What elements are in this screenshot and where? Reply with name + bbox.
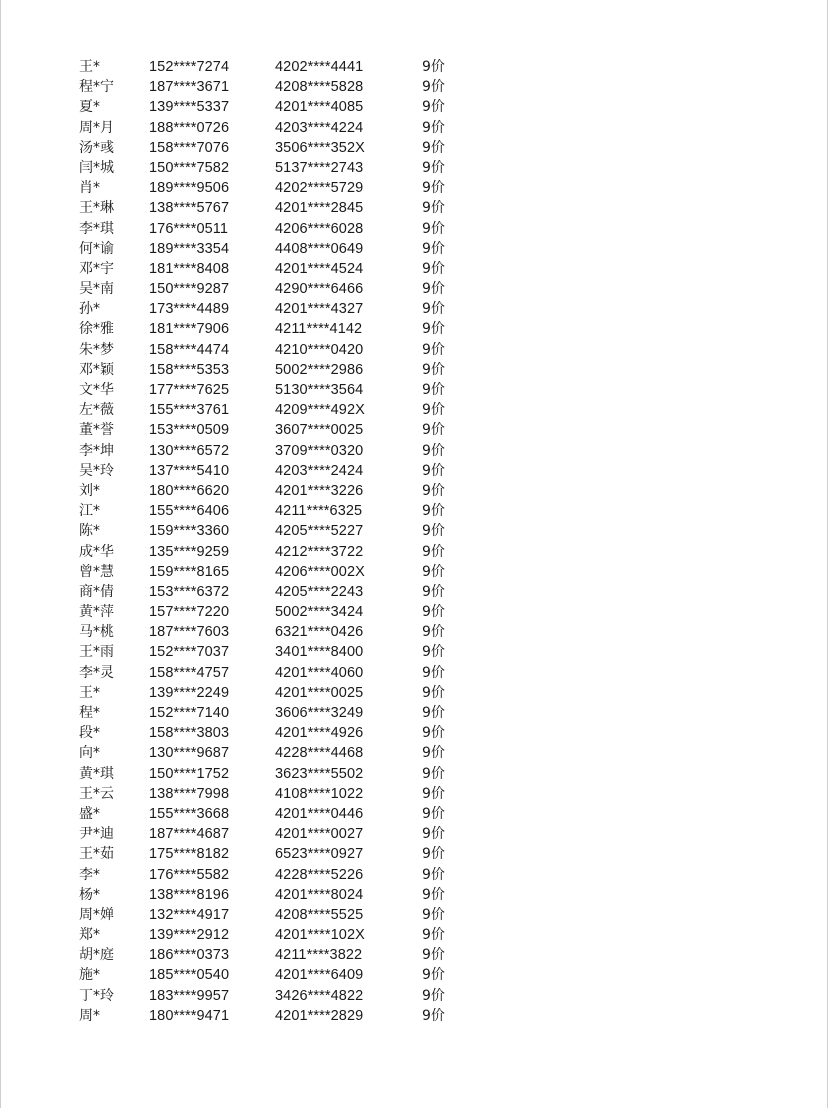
phone-cell: 176****5582: [149, 866, 230, 883]
phone-cell: 158****7076: [149, 139, 230, 156]
name-cell: 周*婵: [79, 906, 114, 923]
phone-cell: 150****7582: [149, 159, 230, 176]
vaccine-type-cell: 9价: [422, 180, 445, 197]
phone-cell: 173****4489: [149, 301, 230, 318]
id-number-cell: 5130****3564: [275, 382, 364, 398]
vaccine-type-cell: 9价: [422, 846, 445, 863]
name-cell: 段*: [79, 725, 100, 742]
name-cell: 程*: [79, 705, 100, 721]
name-cell: 刘*: [79, 482, 100, 499]
id-number-cell: 4208****5525: [275, 906, 364, 923]
list-item: [79, 299, 479, 319]
phone-cell: 139****2912: [149, 927, 230, 944]
id-number-cell: 4408****0649: [275, 240, 364, 257]
id-number-cell: 4211****6325: [275, 503, 363, 520]
list-item: [79, 764, 479, 784]
list-item: [79, 441, 479, 461]
id-number-cell: 4203****4224: [275, 119, 364, 136]
name-cell: 李*琪: [79, 220, 114, 237]
id-number-cell: 4201****6409: [275, 967, 364, 984]
list-item: [79, 703, 479, 723]
list-item: [79, 683, 479, 703]
phone-cell: 139****5337: [149, 99, 230, 116]
vaccine-type-cell: 9价: [422, 684, 445, 701]
name-cell: 王*云: [79, 785, 114, 802]
id-number-cell: 4210****0420: [275, 341, 364, 358]
name-cell: 施*: [79, 967, 100, 984]
list-item: [79, 138, 479, 158]
list-item: [79, 905, 479, 925]
id-number-cell: 5002****2986: [275, 361, 364, 378]
vaccine-type-cell: 9价: [422, 240, 445, 257]
phone-cell: 155****3761: [149, 402, 230, 419]
name-cell: 左*薇: [79, 402, 114, 419]
name-cell: 王*: [79, 59, 100, 75]
name-cell: 丁*玲: [79, 987, 114, 1004]
id-number-cell: 6321****0426: [275, 624, 364, 641]
name-cell: 周*月: [79, 119, 114, 136]
id-number-cell: 3506****352X: [275, 139, 365, 156]
id-number-cell: 3607****0025: [275, 422, 364, 439]
vaccine-type-cell: 9价: [422, 341, 445, 358]
name-cell: 吴*南: [79, 281, 114, 298]
phone-cell: 159****3360: [149, 523, 230, 540]
name-cell: 向*: [79, 745, 100, 762]
list-item: [79, 521, 479, 541]
name-cell: 文*华: [79, 382, 114, 398]
phone-cell: 189****9506: [149, 180, 230, 197]
id-number-cell: 4211****3822: [275, 947, 363, 964]
name-cell: 汤*彧: [79, 139, 114, 156]
id-number-cell: 4201****4060: [275, 664, 364, 681]
phone-cell: 138****5767: [149, 200, 230, 217]
name-cell: 黄*琪: [79, 765, 114, 782]
list-item: [79, 602, 479, 622]
name-cell: 朱*梦: [79, 341, 114, 358]
list-item: [79, 743, 479, 763]
vaccine-type-cell: 9价: [422, 119, 445, 136]
phone-cell: 138****8196: [149, 886, 230, 903]
name-cell: 成*华: [79, 543, 114, 560]
name-cell: 商*倩: [79, 583, 114, 600]
vaccine-type-cell: 9价: [422, 79, 445, 96]
name-cell: 马*桃: [79, 624, 114, 641]
id-number-cell: 3401****8400: [275, 644, 364, 661]
id-number-cell: 4209****492X: [275, 402, 365, 419]
phone-cell: 138****7998: [149, 785, 230, 802]
id-number-cell: 4201****0027: [275, 826, 364, 843]
id-number-cell: 4201****2845: [275, 200, 364, 217]
id-number-cell: 4212****3722: [275, 543, 364, 560]
phone-cell: 152****7140: [149, 705, 230, 721]
list-item: [79, 965, 479, 985]
list-item: [79, 804, 479, 824]
vaccine-type-cell: 9价: [422, 159, 445, 176]
phone-cell: 155****6406: [149, 503, 230, 520]
vaccine-type-cell: 9价: [422, 503, 445, 520]
vaccine-type-cell: 9价: [422, 745, 445, 762]
id-number-cell: 4201****4085: [275, 99, 364, 116]
list-item: [79, 663, 479, 683]
phone-cell: 175****8182: [149, 846, 230, 863]
phone-cell: 153****0509: [149, 422, 230, 439]
name-cell: 程*宁: [79, 79, 114, 96]
list-item: [79, 642, 479, 662]
name-cell: 周*: [79, 1007, 100, 1024]
name-cell: 杨*: [79, 886, 100, 903]
vaccine-type-cell: 9价: [422, 604, 445, 621]
name-cell: 陈*: [79, 523, 100, 540]
phone-cell: 181****8408: [149, 260, 230, 277]
vaccine-type-cell: 9价: [422, 99, 445, 116]
name-cell: 黄*萍: [79, 604, 114, 621]
phone-cell: 180****6620: [149, 482, 230, 499]
id-number-cell: 4228****5226: [275, 866, 364, 883]
name-cell: 吴*玲: [79, 462, 114, 479]
list-item: [79, 986, 479, 1006]
phone-cell: 187****4687: [149, 826, 230, 843]
id-number-cell: 4201****4926: [275, 725, 364, 742]
id-number-cell: 4205****5227: [275, 523, 364, 540]
id-number-cell: 4201****3226: [275, 482, 364, 499]
phone-cell: 181****7906: [149, 321, 230, 338]
name-cell: 李*灵: [79, 664, 114, 681]
vaccine-type-cell: 9价: [422, 1007, 445, 1024]
list-item: [79, 198, 479, 218]
list-item: [79, 824, 479, 844]
vaccine-type-cell: 9价: [422, 927, 445, 944]
id-number-cell: 4202****4441: [275, 59, 364, 75]
id-number-cell: 5002****3424: [275, 604, 364, 621]
id-number-cell: 4205****2243: [275, 583, 364, 600]
vaccine-type-cell: 9价: [422, 947, 445, 964]
list-item: [79, 865, 479, 885]
list-item: [79, 542, 479, 562]
id-number-cell: 4202****5729: [275, 180, 364, 197]
id-number-cell: 4201****4524: [275, 260, 364, 277]
vaccine-type-cell: 9价: [422, 402, 445, 419]
vaccine-type-cell: 9价: [422, 725, 445, 742]
phone-cell: 189****3354: [149, 240, 230, 257]
phone-cell: 150****1752: [149, 765, 230, 782]
list-item: [79, 219, 479, 239]
name-cell: 王*琳: [79, 200, 114, 217]
phone-cell: 187****3671: [149, 79, 230, 96]
vaccine-type-cell: 9价: [422, 139, 445, 156]
list-item: [79, 501, 479, 521]
list-item: [79, 279, 479, 299]
list-item: [79, 259, 479, 279]
vaccine-type-cell: 9价: [422, 826, 445, 843]
phone-cell: 155****3668: [149, 805, 230, 822]
list-item: [79, 925, 479, 945]
name-cell: 李*: [79, 866, 100, 883]
vaccine-type-cell: 9价: [422, 382, 445, 398]
phone-cell: 183****9957: [149, 987, 230, 1004]
vaccine-type-cell: 9价: [422, 301, 445, 318]
phone-cell: 157****7220: [149, 604, 230, 621]
name-cell: 尹*迪: [79, 826, 114, 843]
list-item: [79, 885, 479, 905]
list-item: [79, 57, 479, 77]
name-cell: 王*茹: [79, 846, 114, 863]
id-number-cell: 3426****4822: [275, 987, 364, 1004]
vaccine-type-cell: 9价: [422, 866, 445, 883]
vaccine-type-cell: 9价: [422, 361, 445, 378]
name-cell: 盛*: [79, 805, 100, 822]
list-item: [79, 784, 479, 804]
vaccine-type-cell: 9价: [422, 523, 445, 540]
id-number-cell: 4203****2424: [275, 462, 364, 479]
name-cell: 郑*: [79, 927, 100, 944]
id-number-cell: 4208****5828: [275, 79, 364, 96]
phone-cell: 187****7603: [149, 624, 230, 641]
list-item: [79, 340, 479, 360]
phone-cell: 176****0511: [149, 220, 229, 237]
name-cell: 曾*慧: [79, 563, 114, 580]
vaccine-type-cell: 9价: [422, 59, 445, 75]
phone-cell: 177****7625: [149, 382, 230, 398]
name-cell: 胡*庭: [79, 947, 114, 964]
vaccine-type-cell: 9价: [422, 422, 445, 439]
vaccine-type-cell: 9价: [422, 624, 445, 641]
phone-cell: 130****9687: [149, 745, 230, 762]
vaccine-type-cell: 9价: [422, 987, 445, 1004]
phone-cell: 158****3803: [149, 725, 230, 742]
phone-cell: 158****4757: [149, 664, 230, 681]
vaccine-type-cell: 9价: [422, 664, 445, 681]
list-item: [79, 118, 479, 138]
id-number-cell: 4228****4468: [275, 745, 364, 762]
vaccine-type-cell: 9价: [422, 220, 445, 237]
vaccine-type-cell: 9价: [422, 765, 445, 782]
phone-cell: 186****0373: [149, 947, 230, 964]
name-cell: 李*坤: [79, 442, 114, 459]
id-number-cell: 3623****5502: [275, 765, 364, 782]
list-item: [79, 360, 479, 380]
list-item: [79, 178, 479, 198]
vaccine-type-cell: 9价: [422, 462, 445, 479]
id-number-cell: 4201****4327: [275, 301, 364, 318]
list-item: [79, 945, 479, 965]
list-item: [79, 461, 479, 481]
vaccine-type-cell: 9价: [422, 705, 445, 721]
name-cell: 王*雨: [79, 644, 114, 661]
name-cell: 邓*颖: [79, 361, 114, 378]
phone-cell: 180****9471: [149, 1007, 230, 1024]
phone-cell: 139****2249: [149, 684, 230, 701]
id-number-cell: 5137****2743: [275, 159, 364, 176]
phone-cell: 158****4474: [149, 341, 230, 358]
vaccine-type-cell: 9价: [422, 644, 445, 661]
vaccine-type-cell: 9价: [422, 563, 445, 580]
list-item: [79, 844, 479, 864]
id-number-cell: 4211****4142: [275, 321, 363, 338]
id-number-cell: 4201****8024: [275, 886, 364, 903]
name-cell: 江*: [79, 503, 100, 520]
id-number-cell: 6523****0927: [275, 846, 364, 863]
phone-cell: 159****8165: [149, 563, 230, 580]
vaccine-type-cell: 9价: [422, 442, 445, 459]
phone-cell: 137****5410: [149, 462, 230, 479]
vaccine-type-cell: 9价: [422, 967, 445, 984]
vaccine-type-cell: 9价: [422, 886, 445, 903]
phone-cell: 185****0540: [149, 967, 230, 984]
vaccine-type-cell: 9价: [422, 583, 445, 600]
phone-cell: 150****9287: [149, 281, 230, 298]
list-item: [79, 562, 479, 582]
list-item: [79, 319, 479, 339]
id-number-cell: 4290****6466: [275, 281, 364, 298]
phone-cell: 188****0726: [149, 119, 230, 136]
list-item: [79, 380, 479, 400]
id-number-cell: 3606****3249: [275, 705, 364, 721]
list-item: [79, 481, 479, 501]
list-item: [79, 1006, 479, 1026]
id-number-cell: 4108****1022: [275, 785, 364, 802]
list-item: [79, 97, 479, 117]
list-item: [79, 77, 479, 97]
name-cell: 孙*: [79, 301, 100, 318]
list-item: [79, 723, 479, 743]
phone-cell: 132****4917: [149, 906, 230, 923]
id-number-cell: 4201****0446: [275, 805, 364, 822]
phone-cell: 152****7037: [149, 644, 230, 661]
vaccine-type-cell: 9价: [422, 321, 445, 338]
list-item: [79, 239, 479, 259]
vaccine-type-cell: 9价: [422, 200, 445, 217]
id-number-cell: 3709****0320: [275, 442, 364, 459]
vaccine-type-cell: 9价: [422, 482, 445, 499]
name-cell: 夏*: [79, 99, 100, 116]
list-item: [79, 400, 479, 420]
phone-cell: 130****6572: [149, 442, 230, 459]
vaccine-type-cell: 9价: [422, 785, 445, 802]
phone-cell: 152****7274: [149, 59, 230, 75]
phone-cell: 158****5353: [149, 361, 230, 378]
list-item: [79, 622, 479, 642]
phone-cell: 135****9259: [149, 543, 230, 560]
record-list: [79, 57, 479, 1026]
name-cell: 徐*雅: [79, 321, 114, 338]
id-number-cell: 4206****6028: [275, 220, 364, 237]
name-cell: 肖*: [79, 180, 100, 197]
id-number-cell: 4206****002X: [275, 563, 365, 580]
name-cell: 闫*城: [79, 159, 114, 176]
id-number-cell: 4201****0025: [275, 684, 364, 701]
id-number-cell: 4201****2829: [275, 1007, 364, 1024]
name-cell: 何*谕: [79, 240, 114, 257]
vaccine-type-cell: 9价: [422, 805, 445, 822]
name-cell: 董*誉: [79, 422, 114, 439]
list-item: [79, 420, 479, 440]
vaccine-type-cell: 9价: [422, 281, 445, 298]
list-item: [79, 582, 479, 602]
vaccine-type-cell: 9价: [422, 260, 445, 277]
phone-cell: 153****6372: [149, 583, 230, 600]
list-item: [79, 158, 479, 178]
vaccine-type-cell: 9价: [422, 543, 445, 560]
id-number-cell: 4201****102X: [275, 927, 365, 944]
name-cell: 邓*宇: [79, 260, 114, 277]
name-cell: 王*: [79, 684, 100, 701]
vaccine-type-cell: 9价: [422, 906, 445, 923]
